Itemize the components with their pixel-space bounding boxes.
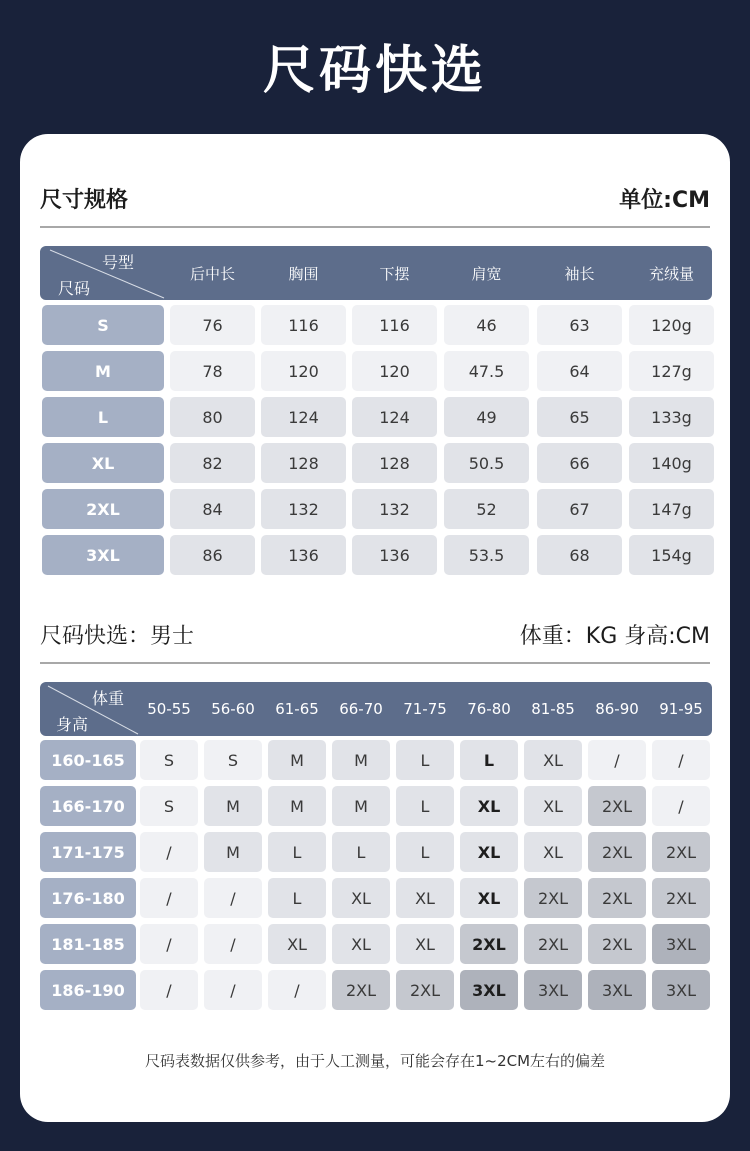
quick-size-cell: M xyxy=(268,786,326,826)
quick-column-header: 86-90 xyxy=(595,700,639,718)
quick-height-label: 166-170 xyxy=(40,786,136,826)
spec-value-cell: 84 xyxy=(170,489,255,529)
quick-size-cell: 2XL xyxy=(524,878,582,918)
quick-size-cell: 2XL xyxy=(588,924,646,964)
quick-size-cell: / xyxy=(652,786,710,826)
quick-size-cell: 3XL xyxy=(652,924,710,964)
quick-size-cell: / xyxy=(268,970,326,1010)
quick-size-cell: M xyxy=(204,832,262,872)
spec-column-header: 后中长 xyxy=(189,264,235,283)
quick-size-cell: 2XL xyxy=(524,924,582,964)
quick-column-header: 91-95 xyxy=(659,700,703,718)
spec-column-header: 胸围 xyxy=(288,264,319,283)
spec-column-header: 充绒量 xyxy=(648,264,694,283)
spec-value-cell: 124 xyxy=(352,397,437,437)
spec-size-label: L xyxy=(42,397,164,437)
spec-size-label: 2XL xyxy=(42,489,164,529)
quick-size-cell: 2XL xyxy=(588,832,646,872)
quick-size-cell: 2XL xyxy=(652,832,710,872)
spec-value-cell: 132 xyxy=(261,489,346,529)
quick-size-cell: 3XL xyxy=(652,970,710,1010)
spec-value-cell: 124 xyxy=(261,397,346,437)
quick-size-cell: 2XL xyxy=(588,786,646,826)
quick-column-header: 66-70 xyxy=(339,700,383,718)
spec-value-cell: 86 xyxy=(170,535,255,575)
spec-value-cell: 116 xyxy=(261,305,346,345)
spec-value-cell: 120 xyxy=(352,351,437,391)
spec-value-cell: 67 xyxy=(537,489,622,529)
spec-size-label: S xyxy=(42,305,164,345)
quick-column-header: 76-80 xyxy=(467,700,511,718)
spec-value-cell: 68 xyxy=(537,535,622,575)
spec-value-cell: 128 xyxy=(352,443,437,483)
quick-size-cell: L xyxy=(396,740,454,780)
quick-section-header xyxy=(40,622,710,664)
spec-value-cell: 120 xyxy=(261,351,346,391)
spec-value-cell: 46 xyxy=(444,305,529,345)
quick-column-header: 50-55 xyxy=(147,700,191,718)
quick-size-cell: / xyxy=(140,924,198,964)
disclaimer-note: 尺码表数据仅供参考，由于人工测量，可能会存在1~2CM左右的偏差 xyxy=(144,1052,606,1070)
spec-value-cell: 133g xyxy=(629,397,714,437)
spec-value-cell: 49 xyxy=(444,397,529,437)
quick-size-cell: 3XL xyxy=(588,970,646,1010)
spec-value-cell: 128 xyxy=(261,443,346,483)
quick-size-cell: 2XL xyxy=(396,970,454,1010)
size-card xyxy=(20,134,730,1122)
spec-value-cell: 76 xyxy=(170,305,255,345)
spec-value-cell: 116 xyxy=(352,305,437,345)
quick-size-cell: / xyxy=(652,740,710,780)
quick-column-header: 61-65 xyxy=(275,700,319,718)
spec-value-cell: 63 xyxy=(537,305,622,345)
quick-size-cell: 3XL xyxy=(460,970,518,1010)
quick-column-header: 71-75 xyxy=(403,700,447,718)
quick-size-cell: / xyxy=(140,970,198,1010)
quick-size-cell: XL xyxy=(524,740,582,780)
quick-size-cell: / xyxy=(140,878,198,918)
quick-size-cell: / xyxy=(140,832,198,872)
quick-size-cell: XL xyxy=(460,786,518,826)
quick-column-header: 81-85 xyxy=(531,700,575,718)
quick-size-cell: 2XL xyxy=(652,878,710,918)
spec-column-header: 袖长 xyxy=(564,264,595,283)
spec-value-cell: 78 xyxy=(170,351,255,391)
spec-value-cell: 120g xyxy=(629,305,714,345)
quick-size-cell: XL xyxy=(268,924,326,964)
spec-heading: 尺寸规格 xyxy=(40,188,129,213)
quick-size-cell: / xyxy=(204,924,262,964)
spec-value-cell: 136 xyxy=(261,535,346,575)
quick-header-bar xyxy=(40,682,712,736)
quick-size-cell: L xyxy=(332,832,390,872)
spec-corner-top: 号型 xyxy=(102,253,135,272)
quick-size-cell: XL xyxy=(396,878,454,918)
spec-value-cell: 50.5 xyxy=(444,443,529,483)
quick-size-cell: XL xyxy=(460,832,518,872)
spec-size-label: 3XL xyxy=(42,535,164,575)
quick-column-header: 56-60 xyxy=(211,700,255,718)
spec-size-label: XL xyxy=(42,443,164,483)
spec-value-cell: 65 xyxy=(537,397,622,437)
quick-size-cell: L xyxy=(396,832,454,872)
spec-value-cell: 154g xyxy=(629,535,714,575)
quick-size-cell: L xyxy=(460,740,518,780)
quick-size-cell: L xyxy=(268,832,326,872)
spec-value-cell: 132 xyxy=(352,489,437,529)
quick-size-cell: XL xyxy=(460,878,518,918)
spec-header-bar xyxy=(40,246,712,300)
quick-size-cell: 2XL xyxy=(332,970,390,1010)
spec-value-cell: 53.5 xyxy=(444,535,529,575)
spec-column-header: 下摆 xyxy=(379,264,410,283)
spec-section-header xyxy=(40,186,710,228)
spec-value-cell: 82 xyxy=(170,443,255,483)
spec-unit: 单位:CM xyxy=(619,188,710,213)
quick-size-cell: XL xyxy=(396,924,454,964)
quick-size-cell: M xyxy=(332,740,390,780)
quick-height-label: 181-185 xyxy=(40,924,136,964)
spec-value-cell: 140g xyxy=(629,443,714,483)
quick-size-cell: M xyxy=(268,740,326,780)
spec-value-cell: 47.5 xyxy=(444,351,529,391)
spec-value-cell: 80 xyxy=(170,397,255,437)
spec-size-label: M xyxy=(42,351,164,391)
quick-size-cell: S xyxy=(204,740,262,780)
quick-size-cell: M xyxy=(204,786,262,826)
quick-corner-bottom: 身高 xyxy=(56,715,89,734)
spec-column-header: 肩宽 xyxy=(471,264,502,283)
quick-size-cell: / xyxy=(204,970,262,1010)
quick-size-cell: 2XL xyxy=(588,878,646,918)
diagonal-divider-icon xyxy=(40,682,140,736)
page-title: 尺码快选 xyxy=(262,41,487,101)
quick-corner-top: 体重 xyxy=(92,689,125,708)
quick-size-cell: M xyxy=(332,786,390,826)
quick-height-label: 176-180 xyxy=(40,878,136,918)
spec-value-cell: 127g xyxy=(629,351,714,391)
spec-value-cell: 64 xyxy=(537,351,622,391)
quick-size-cell: L xyxy=(396,786,454,826)
spec-value-cell: 66 xyxy=(537,443,622,483)
quick-size-cell: S xyxy=(140,740,198,780)
quick-size-cell: S xyxy=(140,786,198,826)
spec-value-cell: 147g xyxy=(629,489,714,529)
quick-size-cell: 2XL xyxy=(460,924,518,964)
quick-size-cell: XL xyxy=(524,832,582,872)
quick-height-label: 171-175 xyxy=(40,832,136,872)
quick-size-cell: XL xyxy=(332,924,390,964)
quick-size-cell: XL xyxy=(524,786,582,826)
quick-height-label: 186-190 xyxy=(40,970,136,1010)
quick-heading: 尺码快选：男士 xyxy=(40,624,195,649)
quick-size-cell: L xyxy=(268,878,326,918)
spec-value-cell: 52 xyxy=(444,489,529,529)
spec-corner-bottom: 尺码 xyxy=(58,279,91,298)
quick-size-cell: 3XL xyxy=(524,970,582,1010)
quick-size-cell: XL xyxy=(332,878,390,918)
spec-value-cell: 136 xyxy=(352,535,437,575)
quick-height-label: 160-165 xyxy=(40,740,136,780)
quick-size-cell: / xyxy=(204,878,262,918)
quick-size-cell: / xyxy=(588,740,646,780)
quick-unit: 体重：KG 身高:CM xyxy=(519,624,710,649)
